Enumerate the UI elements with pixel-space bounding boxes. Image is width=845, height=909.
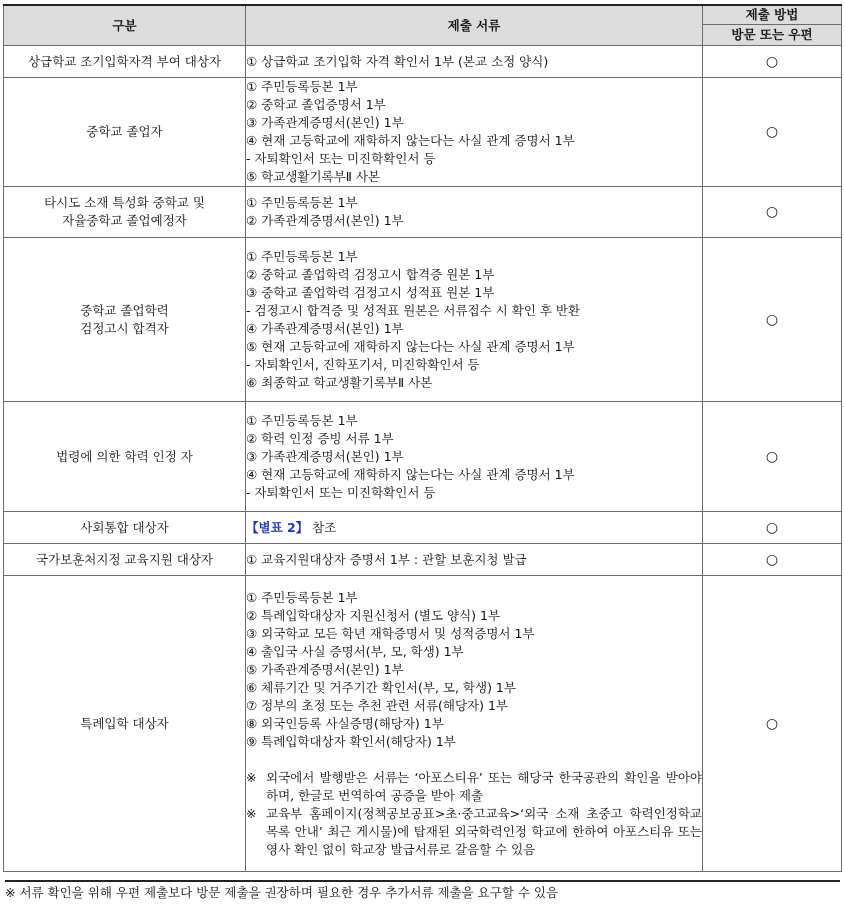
category-label: 특례입학 대상자: [80, 715, 169, 731]
document-item: ② 특례입학대상자 지원신청서 (별도 양식) 1부: [246, 607, 501, 623]
document-item: ④ 현재 고등학교에 재학하지 않는다는 사실 관계 증명서 1부: [246, 133, 575, 148]
document-item: ⑧ 외국인등록 사실증명(해당자) 1부: [246, 715, 444, 731]
document-item: ① 주민등록등본 1부: [246, 412, 358, 428]
documents-cell: [246, 78, 703, 187]
spacer: [246, 751, 702, 769]
document-item: - 자퇴확인서 또는 미진학확인서 등: [246, 484, 436, 500]
document-item: ⑨ 특례입학대상자 확인서(해당자) 1부: [246, 733, 456, 749]
method-mark: ○: [703, 78, 842, 187]
table-row: [4, 576, 842, 872]
document-item: ① 주민등록등본 1부: [246, 79, 358, 94]
category-cell: [4, 238, 246, 402]
header-documents: 제출 서류: [246, 5, 703, 46]
category-cell: [4, 576, 246, 872]
document-item: ① 교육지원대상자 증명서 1부 : 관할 보훈지청 발급: [246, 551, 527, 567]
document-item: ⑤ 가족관계증명서(본인) 1부: [246, 661, 404, 677]
category-label: 사회통합 대상자: [80, 519, 169, 535]
note-text: 외국에서 발행받은 서류는 ‘아포스티유’ 또는 해당국 한국공관의 확인을 받아야 하며, 한글로 번역하여 공증을 받아 제출: [266, 769, 702, 803]
table-row: [4, 78, 842, 187]
document-item: ② 학력 인정 증빙 서류 1부: [246, 430, 394, 446]
document-item: ④ 출입국 사실 증명서(부, 모, 학생) 1부: [246, 643, 464, 659]
category-cell: [4, 402, 246, 512]
documents-cell: [246, 187, 703, 238]
method-mark: ○: [703, 576, 842, 872]
table-row: [4, 46, 842, 78]
document-item: ④ 가족관계증명서(본인) 1부: [246, 320, 404, 336]
method-mark: ○: [703, 187, 842, 238]
document-item: ⑥ 체류기간 및 거주기간 확인서(부, 모, 학생) 1부: [246, 679, 516, 695]
category-label: 타시도 소재 특성화 중학교 및: [44, 195, 205, 210]
documents-cell: [246, 512, 703, 544]
document-item: - 자퇴확인서, 진학포기서, 미진학확인서 등: [246, 356, 480, 372]
document-item: ① 주민등록등본 1부: [246, 248, 358, 264]
document-item: ③ 가족관계증명서(본인) 1부: [246, 448, 404, 464]
document-item: ⑤ 학교생활기록부Ⅱ 사본: [246, 169, 380, 184]
category-label: 국가보훈처지정 교육지원 대상자: [36, 551, 213, 567]
table-row: [4, 512, 842, 544]
category-cell: [4, 187, 246, 238]
category-label: 상급학교 조기입학자격 부여 대상자: [27, 53, 222, 69]
category-label: 법령에 의한 학력 인정 자: [56, 448, 193, 464]
documents-cell: [246, 544, 703, 576]
document-item: - 자퇴확인서 또는 미진학확인서 등: [246, 151, 436, 166]
header-method-sub: 방문 또는 우편: [703, 25, 842, 46]
table-row: [4, 187, 842, 238]
document-item: ③ 중학교 졸업학력 검정고시 성적표 원본 1부: [246, 284, 495, 300]
document-item: ④ 현재 고등학교에 재학하지 않는다는 사실 관계 증명서 1부: [246, 466, 575, 482]
document-item: ③ 외국학교 모든 학년 재학증명서 및 성적증명서 1부: [246, 625, 535, 641]
header-method: 제출 방법: [703, 5, 842, 25]
appendix-reference-label: 【별표 2】: [246, 519, 309, 535]
documents-cell: [246, 576, 703, 872]
category-label: 중학교 졸업학력: [80, 302, 169, 318]
method-mark: ○: [703, 46, 842, 78]
method-mark: ○: [703, 512, 842, 544]
document-item: ① 주민등록등본 1부: [246, 589, 358, 605]
table-row: [4, 238, 842, 402]
table-row: [4, 402, 842, 512]
document-item: ② 가족관계증명서(본인) 1부: [246, 213, 404, 228]
note-item: [246, 769, 702, 805]
category-label: 자율중학교 졸업예정자: [62, 213, 187, 228]
document-item: ③ 가족관계증명서(본인) 1부: [246, 115, 404, 130]
footnote: ※ 서류 확인을 위해 우편 제출보다 방문 제출을 권장하며 필요한 경우 추가서류 제출을 요구할 수 있음: [5, 880, 840, 902]
category-label: 검정고시 합격자: [80, 320, 169, 336]
document-item: ② 중학교 졸업학력 검정고시 합격증 원본 1부: [246, 266, 495, 282]
submission-documents-table: [3, 4, 842, 872]
category-label: 중학교 졸업자: [86, 124, 163, 139]
category-cell: [4, 512, 246, 544]
document-item: ① 상급학교 조기입학 자격 확인서 1부 (본교 소정 양식): [246, 53, 549, 69]
document-item: ⑥ 최종학교 학교생활기록부Ⅱ 사본: [246, 374, 433, 390]
note-symbol: ※: [246, 805, 257, 821]
note-symbol: ※: [246, 769, 257, 785]
documents-cell: [246, 46, 703, 78]
header-category: 구분: [4, 5, 246, 46]
category-cell: [4, 544, 246, 576]
category-cell: [4, 78, 246, 187]
document-item: ① 주민등록등본 1부: [246, 195, 358, 210]
method-mark: ○: [703, 402, 842, 512]
documents-cell: [246, 402, 703, 512]
method-mark: ○: [703, 544, 842, 576]
documents-cell: [246, 238, 703, 402]
note-item: [246, 805, 702, 859]
note-text: 교육부 홈페이지(정책공보공표>초·중고교육>‘외국 소재 초중고 학력인정학교 목록 안내’ 최근 게시물)에 탑재된 외국학력인정 학교에 한하여 아포스티유 또는 영사 확인 없이 학교장 발급서류로 갈음할 수 있음: [266, 805, 702, 857]
appendix-reference-text: 참조: [308, 519, 337, 535]
category-cell: [4, 46, 246, 78]
method-mark: ○: [703, 238, 842, 402]
table-row: [4, 544, 842, 576]
document-item: ⑤ 현재 고등학교에 재학하지 않는다는 사실 관계 증명서 1부: [246, 338, 575, 354]
document-item: ② 중학교 졸업증명서 1부: [246, 97, 386, 112]
document-item: - 검정고시 합격증 및 성적표 원본은 서류접수 시 확인 후 반환: [246, 302, 581, 318]
document-item: ⑦ 정부의 초정 또는 추천 관련 서류(해당자) 1부: [246, 697, 509, 713]
